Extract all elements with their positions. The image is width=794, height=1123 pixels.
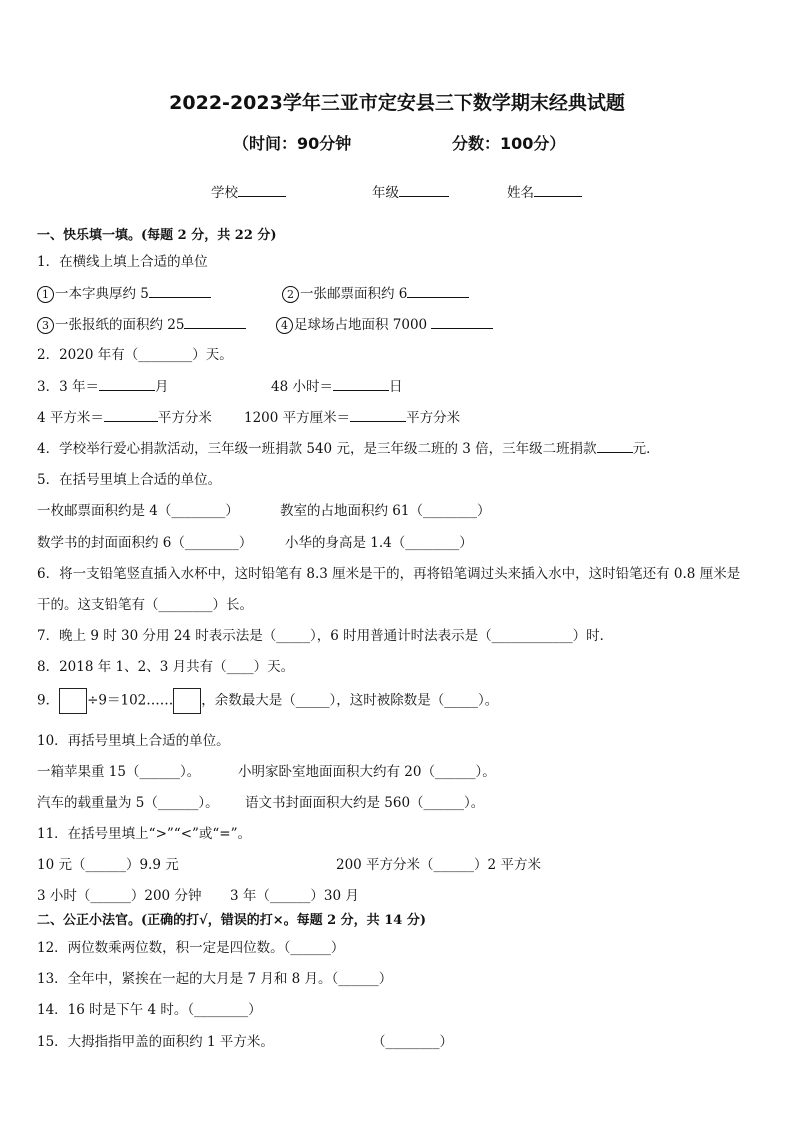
question-15-answer[interactable]: （________） [372,1034,453,1050]
question-1b-text: 一张邮票面积约 6 [300,286,408,302]
circled-number: 4 [276,317,293,334]
question-1a-text: 一本字典厚约 5 [55,286,149,302]
exam-score: 分数：100分） [452,134,566,153]
unit-label: 平方分米 [157,410,212,426]
grade-label: 年级 [372,185,399,201]
question-3c [37,406,212,426]
question-11b: 200 平方分米（______）2 平方米 [336,857,541,873]
exam-title: 2022-2023学年三亚市定安县三下数学期末经典试题 [169,92,625,114]
answer-blank[interactable] [407,283,469,298]
question-14: 14．16 时是下午 4 时。（________） [37,1002,262,1018]
question-11c: 3 小时（______）200 分钟 [37,888,202,904]
question-3a [37,375,168,395]
name-label: 姓名 [507,185,534,201]
school-blank[interactable] [238,182,286,197]
question-10b: 小明家卧室地面面积大约有 20（______）。 [238,764,496,780]
question-13: 13．全年中，紧挨在一起的大月是 7 月和 8 月。（______） [37,971,393,987]
question-1c-text: 一张报纸的面积约 25 [55,317,185,333]
answer-blank[interactable] [597,438,633,453]
circled-number: 1 [37,286,54,303]
school-field[interactable] [211,181,286,201]
question-6-line1: 6．将一支铅笔竖直插入水杯中，这时铅笔有 8.3 厘米是干的，再将铅笔调过头来插入水中，这时铅笔还有 0.8 厘米是 [37,566,741,582]
question-8: 8．2018 年 1、2、3 月共有（____）天。 [37,659,295,675]
question-1: 1．在横线上填上合适的单位 [37,254,208,270]
question-7: 7．晚上 9 时 30 分用 24 时表示法是（_____），6 时用普通计时法表示是（____________）时． [37,628,614,644]
unit-label: 元． [632,441,660,457]
exam-time: （时间：90分钟 [233,134,352,153]
unit-label: 月 [154,379,169,395]
question-3c-text: 4 平方米＝ [37,410,104,426]
question-5b: 教室的占地面积约 61（________） [280,503,491,519]
answer-blank[interactable] [149,283,211,298]
question-10c: 汽车的载重量为 5（______）。 [37,795,219,811]
unit-label: 日 [388,379,403,395]
remainder-box[interactable] [173,688,201,714]
question-6-line2: 干的。这支铅笔有（________）长。 [37,597,253,613]
question-2: 2．2020 年有（________）天。 [37,347,233,363]
question-9-expr: ÷9＝102…… [87,692,174,709]
question-12: 12．两位数乘两位数，积一定是四位数。（______） [37,940,345,956]
answer-blank[interactable] [431,314,493,329]
name-blank[interactable] [534,182,582,197]
question-11: 11．在括号里填上“>”“<”或“=”。 [37,826,252,842]
school-label: 学校 [211,185,238,201]
question-3b [271,375,402,395]
question-15: 15．大拇指指甲盖的面积约 1 平方米。 [37,1034,274,1050]
answer-blank[interactable] [184,314,246,329]
question-9-text: ，余数最大是（_____），这时被除数是（_____）。 [201,692,499,709]
question-1c [37,313,246,334]
circled-number: 2 [282,286,299,303]
question-1d-text: 足球场占地面积 7000 [294,317,428,333]
question-5: 5．在括号里填上合适的单位。 [37,472,222,488]
question-5c: 数学书的封面面积约 6（________） [37,535,253,551]
dividend-box[interactable] [59,688,87,714]
question-1d [276,313,493,334]
name-field[interactable] [507,181,582,201]
unit-label: 平方分米 [406,410,461,426]
question-11a: 10 元（______）9.9 元 [37,857,179,873]
question-10d: 语文书封面面积大约是 560（______）。 [245,795,485,811]
answer-blank[interactable] [99,376,155,391]
section-1-heading: 一、快乐填一填。(每题 2 分，共 22 分) [37,228,277,243]
question-5a: 一枚邮票面积约是 4（________） [37,503,239,519]
circled-number: 3 [37,317,54,334]
question-9 [37,688,498,714]
question-3a-text: 3．3 年＝ [37,379,99,395]
question-11d: 3 年（______）30 月 [230,888,359,904]
question-1b [282,282,469,303]
question-4-text: 4．学校举行爱心捐款活动，三年级一班捐款 540 元，是三年级二班的 3 倍，三年级二班捐款 [37,441,597,457]
question-4 [37,437,660,457]
answer-blank[interactable] [350,407,406,422]
answer-blank[interactable] [333,376,389,391]
grade-blank[interactable] [399,182,449,197]
question-10a: 一箱苹果重 15（______）。 [37,764,201,780]
question-1a [37,282,211,303]
question-3d-text: 1200 平方厘米＝ [244,410,351,426]
section-2-heading: 二、公正小法官。(正确的打√，错误的打×。每题 2 分，共 14 分) [37,913,426,928]
grade-field[interactable] [372,181,449,201]
question-10: 10．再括号里填上合适的单位。 [37,733,230,749]
question-5d: 小华的身高是 1.4（________） [285,535,473,551]
question-3b-text: 48 小时＝ [271,379,333,395]
question-9-number: 9． [37,692,60,709]
answer-blank[interactable] [104,407,158,422]
question-3d [244,406,460,426]
